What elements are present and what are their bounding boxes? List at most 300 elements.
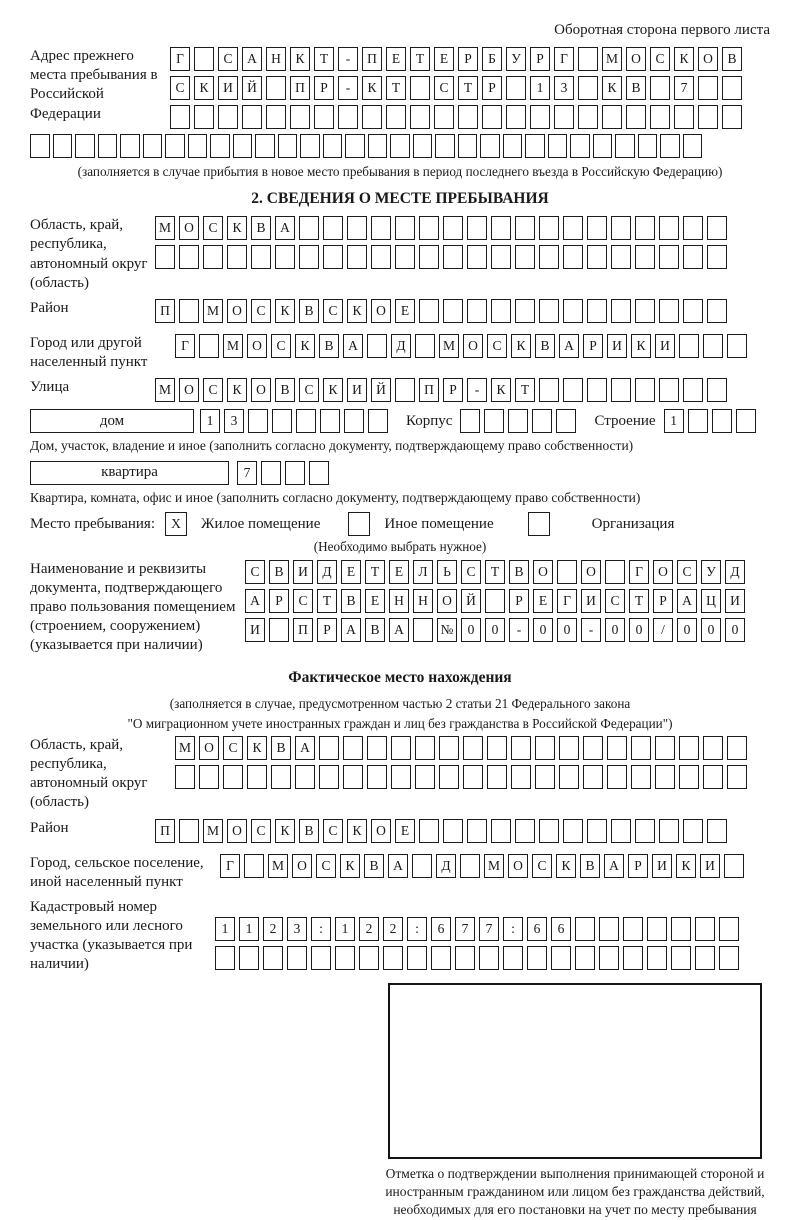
char-box[interactable]: М — [268, 854, 288, 878]
char-box[interactable]: - — [467, 378, 487, 402]
char-box[interactable]: В — [271, 736, 291, 760]
char-box[interactable] — [683, 134, 703, 158]
char-box[interactable] — [556, 409, 576, 433]
char-box[interactable] — [467, 216, 487, 240]
char-box[interactable] — [460, 409, 480, 433]
char-box[interactable] — [30, 134, 50, 158]
char-box[interactable]: Ц — [701, 589, 721, 613]
char-box[interactable] — [593, 134, 613, 158]
char-box[interactable] — [539, 299, 559, 323]
char-box[interactable] — [671, 946, 691, 970]
char-box[interactable]: Р — [628, 854, 648, 878]
char-box[interactable] — [491, 216, 511, 240]
char-box[interactable]: О — [227, 299, 247, 323]
char-box[interactable] — [695, 946, 715, 970]
char-box[interactable]: С — [170, 76, 190, 100]
char-box[interactable]: Т — [515, 378, 535, 402]
char-box[interactable] — [194, 105, 214, 129]
char-box[interactable] — [266, 76, 286, 100]
char-box[interactable] — [419, 819, 439, 843]
char-box[interactable] — [707, 378, 727, 402]
char-box[interactable] — [611, 299, 631, 323]
char-box[interactable]: 6 — [527, 917, 547, 941]
char-box[interactable]: О — [653, 560, 673, 584]
char-box[interactable]: С — [605, 589, 625, 613]
char-box[interactable] — [587, 216, 607, 240]
char-box[interactable] — [503, 134, 523, 158]
char-box[interactable] — [683, 216, 703, 240]
char-box[interactable] — [458, 105, 478, 129]
char-box[interactable] — [638, 134, 658, 158]
char-box[interactable]: Й — [371, 378, 391, 402]
char-box[interactable]: Б — [482, 47, 502, 71]
char-box[interactable] — [698, 105, 718, 129]
char-box[interactable] — [587, 378, 607, 402]
char-box[interactable]: К — [347, 819, 367, 843]
char-box[interactable] — [239, 946, 259, 970]
char-box[interactable] — [455, 946, 475, 970]
char-box[interactable] — [199, 334, 219, 358]
char-box[interactable] — [345, 134, 365, 158]
char-box[interactable] — [655, 765, 675, 789]
char-box[interactable] — [611, 245, 631, 269]
char-box[interactable] — [242, 105, 262, 129]
char-box[interactable] — [707, 299, 727, 323]
char-box[interactable] — [179, 299, 199, 323]
char-box[interactable] — [407, 946, 427, 970]
char-box[interactable] — [199, 765, 219, 789]
char-box[interactable] — [660, 134, 680, 158]
char-box[interactable]: - — [581, 618, 601, 642]
char-box[interactable] — [722, 76, 742, 100]
char-box[interactable] — [503, 946, 523, 970]
char-box[interactable] — [487, 765, 507, 789]
char-box[interactable] — [415, 334, 435, 358]
char-box[interactable] — [703, 334, 723, 358]
char-box[interactable]: К — [556, 854, 576, 878]
char-box[interactable]: А — [604, 854, 624, 878]
char-box[interactable]: М — [484, 854, 504, 878]
char-box[interactable] — [203, 245, 223, 269]
char-box[interactable] — [659, 299, 679, 323]
char-box[interactable] — [480, 134, 500, 158]
char-box[interactable] — [703, 736, 723, 760]
char-box[interactable] — [575, 917, 595, 941]
char-box[interactable] — [467, 819, 487, 843]
char-box[interactable] — [491, 245, 511, 269]
char-box[interactable] — [419, 216, 439, 240]
char-box[interactable]: В — [722, 47, 742, 71]
char-box[interactable]: Д — [436, 854, 456, 878]
char-box[interactable] — [698, 76, 718, 100]
char-box[interactable] — [635, 245, 655, 269]
char-box[interactable]: Р — [482, 76, 502, 100]
char-box[interactable] — [218, 105, 238, 129]
char-box[interactable]: В — [535, 334, 555, 358]
char-box[interactable] — [655, 736, 675, 760]
char-box[interactable]: П — [362, 47, 382, 71]
char-box[interactable] — [631, 765, 651, 789]
char-box[interactable] — [299, 245, 319, 269]
char-box[interactable]: А — [559, 334, 579, 358]
char-box[interactable]: К — [323, 378, 343, 402]
char-box[interactable] — [683, 819, 703, 843]
char-box[interactable]: И — [655, 334, 675, 358]
char-box[interactable] — [695, 917, 715, 941]
char-box[interactable] — [53, 134, 73, 158]
char-box[interactable] — [623, 917, 643, 941]
char-box[interactable]: Т — [485, 560, 505, 584]
char-box[interactable]: К — [340, 854, 360, 878]
char-box[interactable] — [290, 105, 310, 129]
char-box[interactable] — [722, 105, 742, 129]
char-box[interactable]: И — [218, 76, 238, 100]
char-box[interactable] — [506, 76, 526, 100]
char-box[interactable] — [485, 589, 505, 613]
char-box[interactable]: И — [607, 334, 627, 358]
char-box[interactable] — [587, 819, 607, 843]
char-box[interactable] — [309, 461, 329, 485]
char-box[interactable] — [278, 134, 298, 158]
char-box[interactable] — [443, 216, 463, 240]
char-box[interactable]: А — [677, 589, 697, 613]
char-box[interactable] — [371, 245, 391, 269]
char-box[interactable]: О — [508, 854, 528, 878]
char-box[interactable]: Д — [725, 560, 745, 584]
char-box[interactable] — [415, 765, 435, 789]
char-box[interactable] — [679, 334, 699, 358]
char-box[interactable] — [443, 819, 463, 843]
char-box[interactable] — [439, 736, 459, 760]
char-box[interactable] — [587, 245, 607, 269]
char-box[interactable]: Н — [413, 589, 433, 613]
char-box[interactable]: - — [509, 618, 529, 642]
char-box[interactable] — [528, 512, 550, 536]
char-box[interactable] — [323, 245, 343, 269]
char-box[interactable]: О — [533, 560, 553, 584]
char-box[interactable]: : — [407, 917, 427, 941]
char-box[interactable] — [323, 216, 343, 240]
char-box[interactable] — [458, 134, 478, 158]
char-box[interactable]: К — [602, 76, 622, 100]
char-box[interactable]: О — [179, 216, 199, 240]
char-box[interactable] — [707, 819, 727, 843]
char-box[interactable]: 3 — [287, 917, 307, 941]
char-box[interactable] — [362, 105, 382, 129]
char-box[interactable] — [511, 736, 531, 760]
char-box[interactable] — [525, 134, 545, 158]
char-box[interactable] — [368, 134, 388, 158]
char-box[interactable]: С — [299, 378, 319, 402]
char-box[interactable] — [650, 105, 670, 129]
char-box[interactable] — [338, 105, 358, 129]
char-box[interactable] — [383, 946, 403, 970]
char-box[interactable]: К — [275, 819, 295, 843]
char-box[interactable] — [155, 245, 175, 269]
char-box[interactable] — [659, 245, 679, 269]
char-box[interactable]: Л — [413, 560, 433, 584]
char-box[interactable] — [583, 765, 603, 789]
char-box[interactable] — [266, 105, 286, 129]
char-box[interactable]: В — [299, 819, 319, 843]
char-box[interactable] — [631, 736, 651, 760]
char-box[interactable] — [647, 917, 667, 941]
char-box[interactable] — [439, 765, 459, 789]
char-box[interactable] — [412, 854, 432, 878]
char-box[interactable]: В — [251, 216, 271, 240]
char-box[interactable]: Г — [629, 560, 649, 584]
char-box[interactable] — [674, 105, 694, 129]
char-box[interactable]: Т — [410, 47, 430, 71]
char-box[interactable] — [285, 461, 305, 485]
char-box[interactable]: О — [463, 334, 483, 358]
char-box[interactable]: К — [227, 378, 247, 402]
char-box[interactable]: Т — [365, 560, 385, 584]
char-box[interactable]: В — [269, 560, 289, 584]
char-box[interactable] — [323, 134, 343, 158]
char-box[interactable] — [248, 409, 268, 433]
char-box[interactable] — [233, 134, 253, 158]
char-box[interactable] — [575, 946, 595, 970]
char-box[interactable]: - — [338, 76, 358, 100]
char-box[interactable]: Р — [458, 47, 478, 71]
char-box[interactable]: Р — [583, 334, 603, 358]
char-box[interactable] — [703, 765, 723, 789]
char-box[interactable] — [611, 819, 631, 843]
char-box[interactable]: : — [503, 917, 523, 941]
char-box[interactable]: 1 — [335, 917, 355, 941]
char-box[interactable] — [247, 765, 267, 789]
char-box[interactable] — [371, 216, 391, 240]
char-box[interactable]: 0 — [533, 618, 553, 642]
char-box[interactable]: 1 — [530, 76, 550, 100]
char-box[interactable]: О — [371, 819, 391, 843]
char-box[interactable] — [367, 736, 387, 760]
char-box[interactable] — [391, 736, 411, 760]
char-box[interactable]: Е — [341, 560, 361, 584]
char-box[interactable]: П — [290, 76, 310, 100]
char-box[interactable] — [467, 245, 487, 269]
char-box[interactable] — [551, 946, 571, 970]
char-box[interactable]: У — [506, 47, 526, 71]
char-box[interactable]: М — [203, 299, 223, 323]
char-box[interactable] — [548, 134, 568, 158]
char-box[interactable]: У — [701, 560, 721, 584]
char-box[interactable] — [712, 409, 732, 433]
char-box[interactable]: К — [247, 736, 267, 760]
char-box[interactable] — [530, 105, 550, 129]
char-box[interactable] — [724, 854, 744, 878]
char-box[interactable] — [599, 946, 619, 970]
char-box[interactable]: С — [434, 76, 454, 100]
char-box[interactable]: К — [347, 299, 367, 323]
char-box[interactable]: К — [194, 76, 214, 100]
char-box[interactable]: Е — [395, 299, 415, 323]
char-box[interactable] — [515, 245, 535, 269]
char-box[interactable] — [535, 736, 555, 760]
char-box[interactable]: А — [242, 47, 262, 71]
char-box[interactable] — [419, 299, 439, 323]
char-box[interactable] — [635, 299, 655, 323]
char-box[interactable] — [515, 299, 535, 323]
char-box[interactable] — [607, 765, 627, 789]
char-box[interactable] — [659, 378, 679, 402]
char-box[interactable] — [515, 216, 535, 240]
char-box[interactable] — [559, 765, 579, 789]
char-box[interactable]: Е — [389, 560, 409, 584]
char-box[interactable]: 0 — [677, 618, 697, 642]
char-box[interactable]: Т — [317, 589, 337, 613]
char-box[interactable] — [707, 245, 727, 269]
char-box[interactable]: 1 — [215, 917, 235, 941]
char-box[interactable] — [263, 946, 283, 970]
char-box[interactable] — [320, 409, 340, 433]
char-box[interactable] — [647, 946, 667, 970]
char-box[interactable] — [583, 736, 603, 760]
char-box[interactable]: И — [347, 378, 367, 402]
char-box[interactable]: С — [323, 299, 343, 323]
char-box[interactable] — [679, 765, 699, 789]
char-box[interactable] — [511, 765, 531, 789]
char-box[interactable] — [395, 216, 415, 240]
char-box[interactable]: К — [362, 76, 382, 100]
char-box[interactable] — [578, 47, 598, 71]
char-box[interactable] — [635, 216, 655, 240]
char-box[interactable]: Д — [391, 334, 411, 358]
char-box[interactable] — [626, 105, 646, 129]
char-box[interactable] — [635, 819, 655, 843]
char-box[interactable] — [314, 105, 334, 129]
char-box[interactable] — [659, 216, 679, 240]
char-box[interactable] — [227, 245, 247, 269]
char-box[interactable] — [319, 736, 339, 760]
char-box[interactable] — [299, 216, 319, 240]
char-box[interactable] — [611, 216, 631, 240]
char-box[interactable]: 0 — [605, 618, 625, 642]
char-box[interactable]: Р — [317, 618, 337, 642]
char-box[interactable]: 0 — [461, 618, 481, 642]
char-box[interactable]: К — [674, 47, 694, 71]
char-box[interactable] — [215, 946, 235, 970]
char-box[interactable] — [736, 409, 756, 433]
char-box[interactable] — [683, 245, 703, 269]
char-box[interactable]: С — [323, 819, 343, 843]
char-box[interactable] — [194, 47, 214, 71]
char-box[interactable] — [443, 245, 463, 269]
char-box[interactable]: О — [247, 334, 267, 358]
char-box[interactable] — [578, 105, 598, 129]
char-box[interactable]: 2 — [263, 917, 283, 941]
char-box[interactable]: Ь — [437, 560, 457, 584]
char-box[interactable] — [367, 334, 387, 358]
char-box[interactable]: Р — [653, 589, 673, 613]
char-box[interactable] — [539, 216, 559, 240]
char-box[interactable] — [491, 819, 511, 843]
char-box[interactable]: А — [389, 618, 409, 642]
char-box[interactable]: Н — [266, 47, 286, 71]
char-box[interactable]: 6 — [551, 917, 571, 941]
char-box[interactable] — [275, 245, 295, 269]
char-box[interactable]: Г — [554, 47, 574, 71]
char-box[interactable]: А — [295, 736, 315, 760]
char-box[interactable] — [75, 134, 95, 158]
char-box[interactable] — [395, 245, 415, 269]
char-box[interactable] — [727, 334, 747, 358]
char-box[interactable]: О — [371, 299, 391, 323]
char-box[interactable]: В — [365, 618, 385, 642]
char-box[interactable]: К — [676, 854, 696, 878]
char-box[interactable]: Г — [170, 47, 190, 71]
char-box[interactable]: Й — [461, 589, 481, 613]
char-box[interactable] — [484, 409, 504, 433]
char-box[interactable] — [650, 76, 670, 100]
char-box[interactable]: К — [511, 334, 531, 358]
char-box[interactable] — [679, 736, 699, 760]
char-box[interactable]: И — [293, 560, 313, 584]
char-box[interactable] — [563, 378, 583, 402]
char-box[interactable] — [170, 105, 190, 129]
char-box[interactable] — [539, 245, 559, 269]
char-box[interactable] — [527, 946, 547, 970]
char-box[interactable] — [435, 134, 455, 158]
char-box[interactable] — [605, 560, 625, 584]
char-box[interactable] — [98, 134, 118, 158]
char-box[interactable]: 2 — [359, 917, 379, 941]
char-box[interactable] — [359, 946, 379, 970]
char-box[interactable]: С — [650, 47, 670, 71]
char-box[interactable] — [347, 216, 367, 240]
char-box[interactable] — [508, 409, 528, 433]
char-box[interactable] — [602, 105, 622, 129]
char-box[interactable] — [443, 299, 463, 323]
char-box[interactable] — [671, 917, 691, 941]
char-box[interactable]: С — [218, 47, 238, 71]
char-box[interactable]: М — [155, 216, 175, 240]
char-box[interactable]: М — [155, 378, 175, 402]
char-box[interactable] — [727, 765, 747, 789]
char-box[interactable] — [300, 134, 320, 158]
char-box[interactable]: В — [364, 854, 384, 878]
char-box[interactable]: В — [580, 854, 600, 878]
char-box[interactable]: П — [293, 618, 313, 642]
char-box[interactable]: 1 — [200, 409, 220, 433]
char-box[interactable] — [319, 765, 339, 789]
char-box[interactable]: 7 — [455, 917, 475, 941]
char-box[interactable] — [368, 409, 388, 433]
char-box[interactable]: О — [292, 854, 312, 878]
char-box[interactable]: 6 — [431, 917, 451, 941]
char-box[interactable] — [599, 917, 619, 941]
char-box[interactable] — [563, 299, 583, 323]
char-box[interactable]: К — [295, 334, 315, 358]
char-box[interactable]: Г — [220, 854, 240, 878]
char-box[interactable]: О — [698, 47, 718, 71]
char-box[interactable] — [188, 134, 208, 158]
char-box[interactable] — [415, 736, 435, 760]
char-box[interactable]: О — [227, 819, 247, 843]
char-box[interactable] — [563, 216, 583, 240]
char-box[interactable]: : — [311, 917, 331, 941]
char-box[interactable] — [367, 765, 387, 789]
char-box[interactable]: А — [275, 216, 295, 240]
char-box[interactable]: А — [245, 589, 265, 613]
char-box[interactable]: Р — [269, 589, 289, 613]
char-box[interactable]: П — [419, 378, 439, 402]
char-box[interactable]: Т — [458, 76, 478, 100]
char-box[interactable]: М — [223, 334, 243, 358]
char-box[interactable]: 7 — [237, 461, 257, 485]
char-box[interactable]: С — [487, 334, 507, 358]
